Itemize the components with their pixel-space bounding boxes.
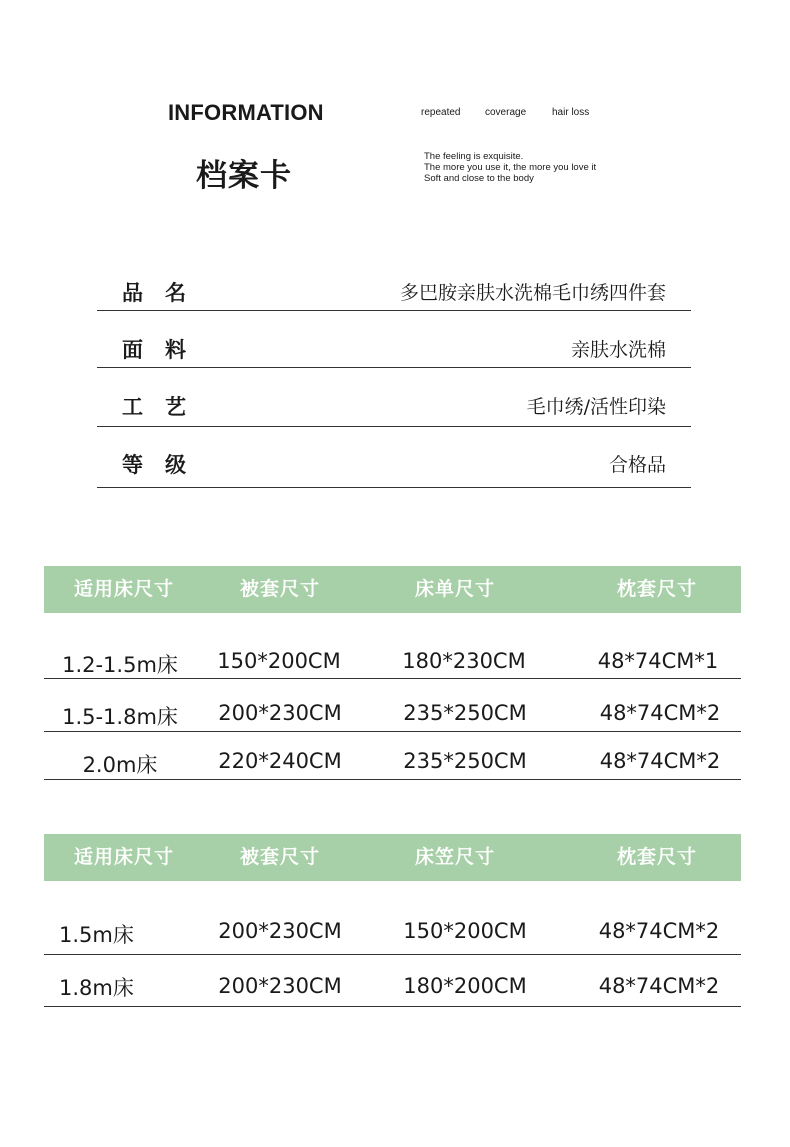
info-label: 等级 [122,453,208,477]
info-row-name [97,266,691,311]
title-en: INFORMATION [168,100,324,125]
tag-hair-loss: hair loss [552,107,590,118]
tagline-line-2: The more you use it, the more you love it [424,162,597,174]
info-row-fabric [97,310,691,368]
table2-col-duvet: 被套尺寸 [239,846,320,868]
table-cell: 235*250CM [403,749,527,773]
tag-coverage: coverage [485,107,527,118]
table-rule [44,1006,741,1007]
table2-col-fitted-sheet: 床笠尺寸 [414,846,495,868]
table-cell: 200*230CM [218,974,342,998]
info-label: 工艺 [122,395,208,419]
table-cell: 48*74CM*2 [599,701,721,725]
tag-repeated: repeated [421,107,461,118]
table-cell: 1.2-1.5m床 [62,653,178,677]
table2-col-pillow: 枕套尺寸 [616,846,697,868]
table1-col-pillow: 枕套尺寸 [616,578,697,600]
table-cell: 180*200CM [403,974,527,998]
table-cell: 1.8m床 [59,976,134,1000]
info-value: 多巴胺亲肤水洗棉毛巾绣四件套 [399,282,666,304]
table-rule [44,779,741,780]
table-cell: 1.5m床 [59,923,134,947]
table1-header [44,566,741,613]
table2-header [44,834,741,881]
table-rule [44,678,741,679]
info-row-craft [97,367,691,427]
info-label: 面料 [122,338,208,362]
table-cell: 220*240CM [218,749,342,773]
table-cell: 235*250CM [403,701,527,725]
title-cn: 档案卡 [196,158,292,194]
table-cell: 48*74CM*2 [599,749,721,773]
table-cell: 150*200CM [403,919,527,943]
table1-col-duvet: 被套尺寸 [239,578,320,600]
table-cell: 48*74CM*1 [597,649,719,673]
tagline-line-3: Soft and close to the body [424,173,534,185]
table-cell: 2.0m床 [82,753,158,777]
table-cell: 200*230CM [218,919,342,943]
table1-col-sheet: 床单尺寸 [414,578,495,600]
table-cell: 200*230CM [218,701,342,725]
info-value: 合格品 [608,454,666,476]
tagline [424,151,596,185]
table-rule [44,954,741,955]
table-rule [44,731,741,732]
table-cell: 48*74CM*2 [598,974,720,998]
info-label: 品名 [122,281,208,305]
table-cell: 48*74CM*2 [598,919,720,943]
table2-col-bed: 适用床尺寸 [73,846,174,868]
table-cell: 150*200CM [217,649,341,673]
tagline-line-1: The feeling is exquisite. [424,151,524,162]
info-row-grade [97,426,691,488]
info-value: 亲肤水洗棉 [570,339,666,361]
table-cell: 180*230CM [402,649,526,673]
table1-col-bed: 适用床尺寸 [73,578,174,600]
table-cell: 1.5-1.8m床 [62,705,178,729]
info-value: 毛巾绣/活性印染 [526,396,666,418]
